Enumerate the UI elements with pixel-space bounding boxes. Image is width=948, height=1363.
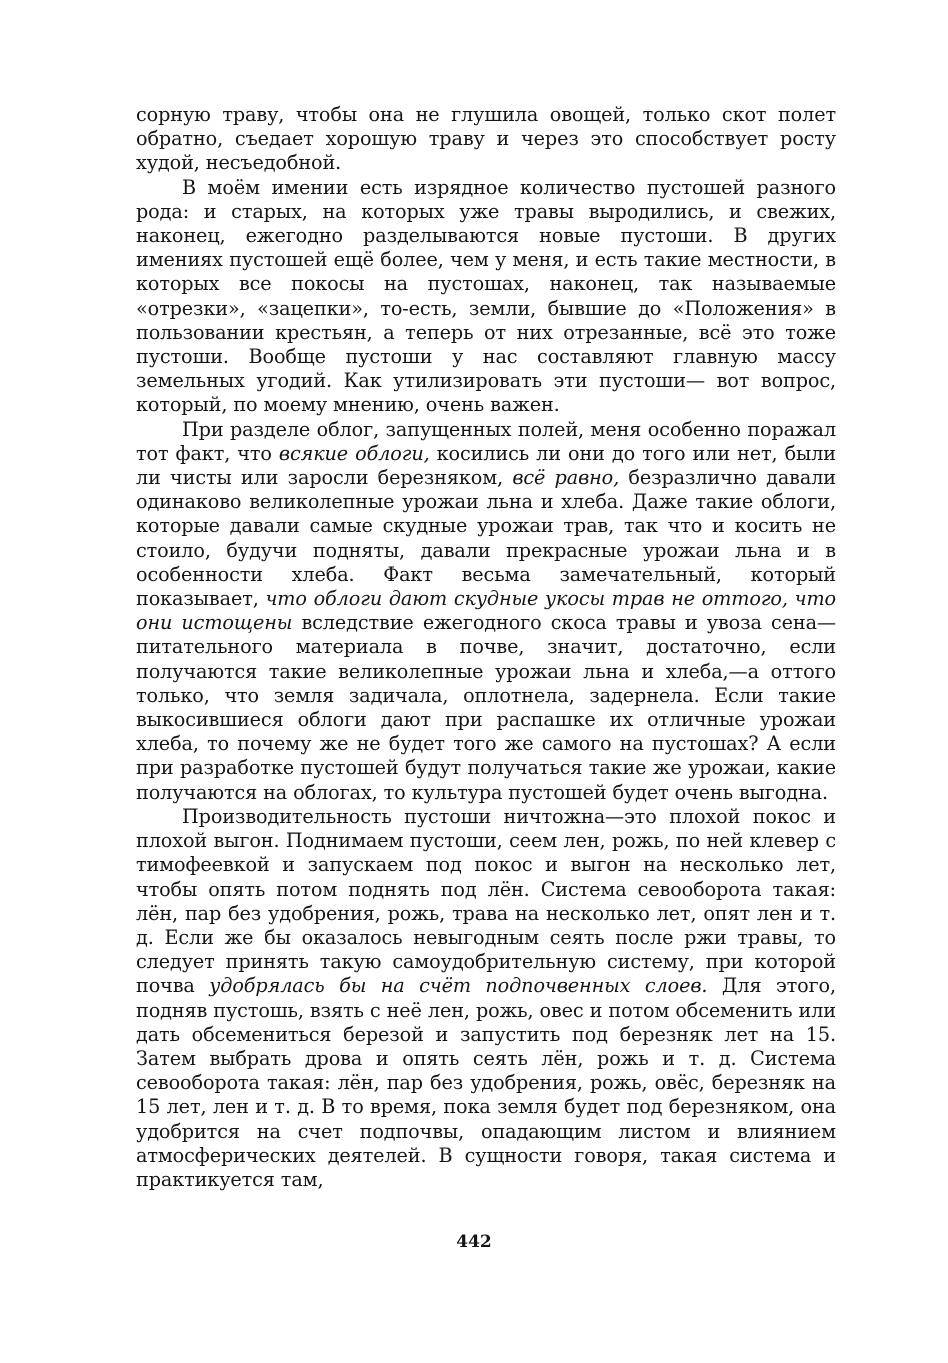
text-run: При разделе облог, запущенных полей, меня особенно поражал тот факт, что	[136, 417, 836, 465]
text-run: вследствие ежегодного скоса травы и увоза сена—питательного материала в почве, значит, достаточно, если получаются такие великолепные урожаи льна и хлеба,—а оттого только, что земля задичала, оплотнела, задернела. Если такие выкосившиеся облоги дают при распашке их отличные урожаи хлеба, то почему же не будет того же самого на пустошах? А если при разработке пустошей будут получаться такие же урожаи, какие получаются на облогах, то культура пустошей будет очень выгодна.	[136, 611, 837, 804]
text-run: В моём имении есть изрядное количество пустошей разного рода: и старых, на которых уже травы выродились, и свежих, наконец, ежегодно разделываются новые пустоши. В других имениях пустошей ещё более, чем у меня, и есть такие местности, в которых все покосы на пустошах, наконец, так называемые «отрезки», «зацепки», то-есть, земли, бывшие до «Положения» в пользовании крестьян, а теперь от них отрезанные, всё это тоже пустоши. Вообще пустоши у нас составляют главную массу земельных угодий. Как утилизировать эти пустоши— вот вопрос, который, по моему мнению, очень важен.	[136, 175, 836, 417]
italic-phrase: удобрялась бы на счёт подпочвенных слоев.	[209, 974, 708, 998]
page-number: 442	[456, 1232, 492, 1252]
text-run: безразлично давали одинаково великолепные урожаи льна и хлеба. Даже такие облоги, которые давали самые скудные урожаи трав, так что и косить не стоило, будучи подняты, давали прекрасные урожаи льна и в особенности хлеба. Факт весьма замечательный, который показывает,	[136, 466, 836, 611]
paragraph	[136, 418, 836, 805]
italic-phrase: всякие облоги,	[278, 441, 430, 465]
text-run: косились ли они до того или нет, были ли чисты или заросли березняком,	[136, 441, 836, 490]
text-run: сорную траву, чтобы она не глушила овощей, только скот полет обратно, съедает хорошую траву и через это способствует росту худой, несъедобной.	[136, 103, 836, 175]
text-body	[136, 103, 836, 1192]
text-run: Производительность пустоши ничтожна—это плохой покос и плохой выгон. Поднимаем пустоши, сеем лен, рожь, по ней клевер с тимофеевкой и запускаем под покос и выгон на несколько лет, чтобы опять потом поднять под лён. Система севооборота такая: лён, пар без удобрения, рожь, трава на несколько лет, опят лен и т. д. Если же бы оказалось невыгодным сеять после ржи травы, то следует принять такую самоудобрительную систему, при которой почва	[136, 804, 836, 998]
paragraph	[136, 103, 836, 176]
text-run: Для этого, подняв пустошь, взять с неё лен, рожь, овес и потом обсеменить или дать обсемениться березой и запустить под березняк лет на 15. Затем выбрать дрова и опять сеять лён, рожь и т. д. Система севооборота такая: лён, пар без удобрения, рожь, овёс, березняк на 15 лет, лен и т. д. В то время, пока земля будет под березняком, она удобрится на счет подпочвы, опадающим листом и влиянием атмосферических деятелей. В сущности говоря, такая система и практикуется там,	[136, 974, 836, 1191]
italic-phrase: что облоги дают скудные укосы трав не оттого, что они истощены	[136, 587, 836, 635]
italic-phrase: всё равно,	[512, 466, 620, 490]
paragraph	[136, 805, 836, 1192]
paragraph	[136, 176, 836, 418]
